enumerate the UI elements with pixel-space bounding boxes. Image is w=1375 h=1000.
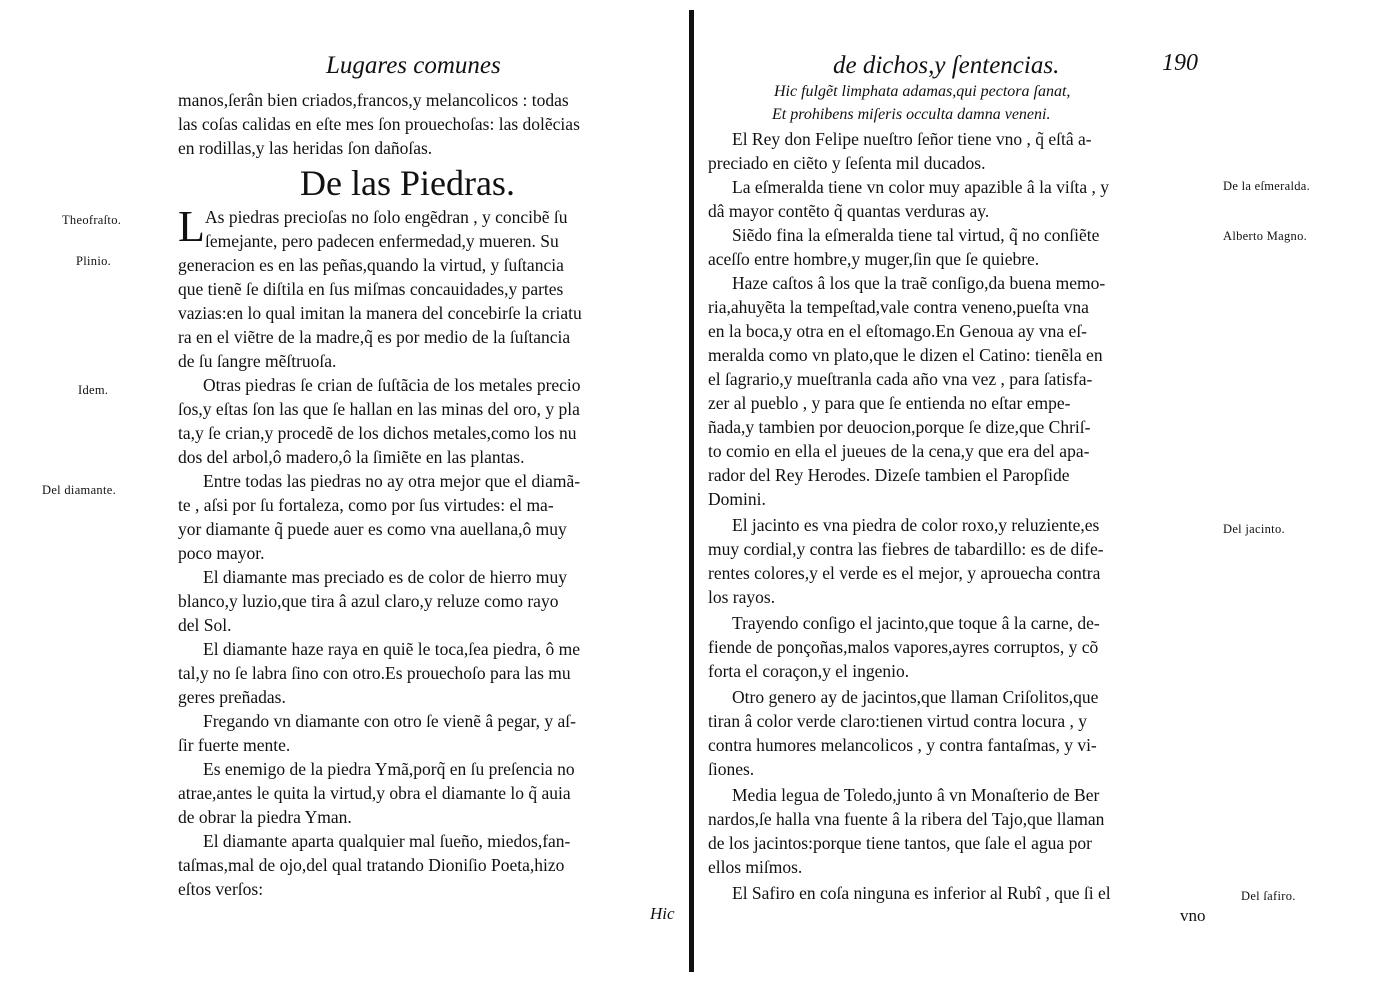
body-line: de obrar la piedra Yman.: [178, 807, 352, 827]
body-line: ſos,y eſtas ſon las que ſe hallan en las minas del oro, y pla: [178, 399, 580, 419]
margin-note: Plinio.: [76, 254, 112, 268]
section-title: De las Piedras.: [300, 163, 515, 203]
body-line: nardos,ſe halla vna fuente â la ribera del Tajo,que llaman: [708, 809, 1105, 829]
body-line: contra humores melancolicos , y contra fantaſmas, y vi-: [708, 735, 1097, 755]
body-line: los rayos.: [708, 587, 776, 607]
body-line: Otro genero ay de jacintos,que llaman Criſolitos,que: [732, 687, 1099, 707]
margin-note: Del jacinto.: [1223, 522, 1285, 536]
body-line: yor diamante q̃ puede auer es como vna auellana,ô muy: [178, 519, 567, 539]
page-number: 190: [1162, 50, 1198, 76]
body-line: ſemejante, pero padecen enfermedad,y mueren. Su: [205, 231, 559, 251]
left-catchword: Hic: [650, 904, 675, 923]
body-line: ſiones.: [708, 759, 755, 779]
body-line: geres preñadas.: [178, 687, 286, 707]
body-line: taſmas,mal de ojo,del qual tratando Dioniſio Poeta,hizo: [178, 855, 565, 875]
body-line: ria,ahuyẽta la tempeſtad,vale contra veneno,pueſta vna: [708, 297, 1089, 317]
left-intro-line: en rodillas,y las heridas ſon dañoſas.: [178, 138, 433, 158]
body-line: El diamante mas preciado es de color de hierro muy: [203, 567, 567, 587]
drop-cap: L: [178, 202, 205, 251]
left-intro-line: las coſas calidas en eſte mes ſon prouechoſas: las dolẽcias: [178, 114, 580, 134]
body-line: Domini.: [708, 489, 766, 509]
verse-line: Et prohibens miſeris occulta damna veneni.: [772, 106, 1051, 123]
body-line: meralda como vn plato,que le dizen el Catino: tienẽla en: [708, 345, 1103, 365]
body-line: generacion es en las peñas,quando la virtud, y ſuſtancia: [178, 255, 564, 275]
margin-note: Idem.: [78, 383, 109, 397]
margin-note: Alberto Magno.: [1223, 229, 1308, 243]
body-line: muy cordial,y contra las fiebres de tabardillo: es de dife-: [708, 539, 1104, 559]
body-line: ñada,y tambien por deuocion,porque ſe dize,que Chriſ-: [708, 417, 1091, 437]
body-line: As piedras precioſas no ſolo engẽdran , y concibẽ ſu: [205, 207, 568, 227]
body-line: en la boca,y otra en el eſtomago.En Genoua ay vna eſ-: [708, 321, 1088, 341]
body-line: zer al pueblo , y para que ſe entienda no eſtar empe-: [708, 393, 1071, 413]
margin-note: Del diamante.: [42, 483, 117, 497]
body-line: fiende de ponçoñas,malos vapores,ayres corruptos, y cõ: [708, 637, 1099, 657]
body-line: que tienẽ ſe diſtila en ſus miſmas concauidades,y partes: [178, 279, 564, 299]
body-line: La eſmeralda tiene vn color muy apazible â la viſta , y: [732, 177, 1110, 197]
verse-line: Hic fulgẽt limphata adamas,qui pectora ſanat,: [774, 83, 1071, 100]
right-catchword: vno: [1180, 906, 1206, 925]
body-line: ta,y ſe crian,y procedẽ de los dichos metales,como los nu: [178, 423, 577, 443]
body-line: Otras piedras ſe crian de ſuſtãcia de los metales precio: [203, 375, 581, 395]
left-running-head: Lugares comunes: [326, 52, 501, 79]
margin-note: Theofraſto.: [62, 213, 122, 227]
body-line: ra en el viẽtre de la madre,q̃ es por medio de la ſuſtancia: [178, 327, 571, 347]
body-line: te , aſsi por ſu fortaleza, como por ſus virtudes: el ma-: [178, 495, 554, 515]
body-line: rador del Rey Herodes. Dizeſe tambien el Paropſide: [708, 465, 1070, 485]
body-line: Trayendo conſigo el jacinto,que toque â la carne, de-: [732, 613, 1100, 633]
body-line: de ſu ſangre mẽſtruoſa.: [178, 351, 337, 371]
right-page: [696, 0, 1375, 1000]
body-line: ellos miſmos.: [708, 857, 803, 877]
body-line: to comio en ella el jueues de la cena,y que era del apa-: [708, 441, 1090, 461]
body-line: ſir fuerte mente.: [178, 735, 291, 755]
body-line: del Sol.: [178, 615, 232, 635]
body-line: Entre todas las piedras no ay otra mejor que el diamã-: [203, 471, 581, 491]
body-line: atrae,antes le quita la virtud,y obra el diamante lo q̃ auia: [178, 783, 571, 803]
body-line: tiran â color verde claro:tienen virtud contra locura , y: [708, 711, 1088, 731]
body-line: El diamante haze raya en quiẽ le toca,ſea piedra, ô me: [203, 639, 581, 659]
body-line: dâ mayor contẽto q̃ quantas verduras ay.: [708, 201, 990, 221]
body-line: El jacinto es vna piedra de color roxo,y reluziente,es: [732, 515, 1100, 535]
body-line: Haze caſtos â los que la traẽ conſigo,da buena memo-: [732, 273, 1106, 293]
book-gutter-divider: [689, 10, 694, 972]
body-line: El diamante aparta qualquier mal ſueño, miedos,fan-: [203, 831, 571, 851]
body-line: vazias:en lo qual imitan la manera del concebirſe la criatu: [178, 303, 582, 323]
left-intro-line: manos,ſerân bien criados,francos,y melancolicos : todas: [178, 90, 569, 110]
body-line: dos del arbol,ô madero,ô la ſimiẽte en las plantas.: [178, 447, 525, 467]
body-line: preciado en ciẽto y ſeſenta mil ducados.: [708, 153, 986, 173]
body-line: el ſagrario,y mueſtranla cada año vna vez , para ſatisfa-: [708, 369, 1093, 389]
body-line: El Rey don Felipe nueſtro ſeñor tiene vno , q̃ eſtâ a-: [732, 129, 1092, 149]
body-line: poco mayor.: [178, 543, 265, 563]
body-line: Fregando vn diamante con otro ſe vienẽ â pegar, y aſ-: [203, 711, 576, 731]
body-line: de los jacintos:porque tiene tantos, que ſale el agua por: [708, 833, 1092, 853]
body-line: El Safiro en coſa ninguna es inferior al Rubî , que ſi el: [732, 883, 1111, 903]
body-line: aceſſo entre hombre,y muger,ſin que ſe quiebre.: [708, 249, 1040, 269]
body-line: Siẽdo fina la eſmeralda tiene tal virtud, q̃ no conſiẽte: [732, 225, 1100, 245]
margin-note: De la eſmeralda.: [1223, 179, 1311, 193]
body-line: rentes colores,y el verde es el mejor, y aprouecha contra: [708, 563, 1101, 583]
body-line: eſtos verſos:: [178, 879, 264, 899]
body-line: Media legua de Toledo,junto â vn Monaſterio de Ber: [732, 785, 1100, 805]
margin-note: Del ſafiro.: [1241, 889, 1296, 903]
right-running-head: de dichos,y ſentencias.: [833, 52, 1060, 79]
body-line: Es enemigo de la piedra Ymã,porq̃ en ſu preſencia no: [203, 759, 575, 779]
body-line: forta el coraçon,y el ingenio.: [708, 661, 910, 681]
body-line: tal,y no ſe labra ſino con otro.Es prouechoſo para las mu: [178, 663, 571, 683]
body-line: blanco,y luzio,que tira â azul claro,y reluze como rayo: [178, 591, 559, 611]
